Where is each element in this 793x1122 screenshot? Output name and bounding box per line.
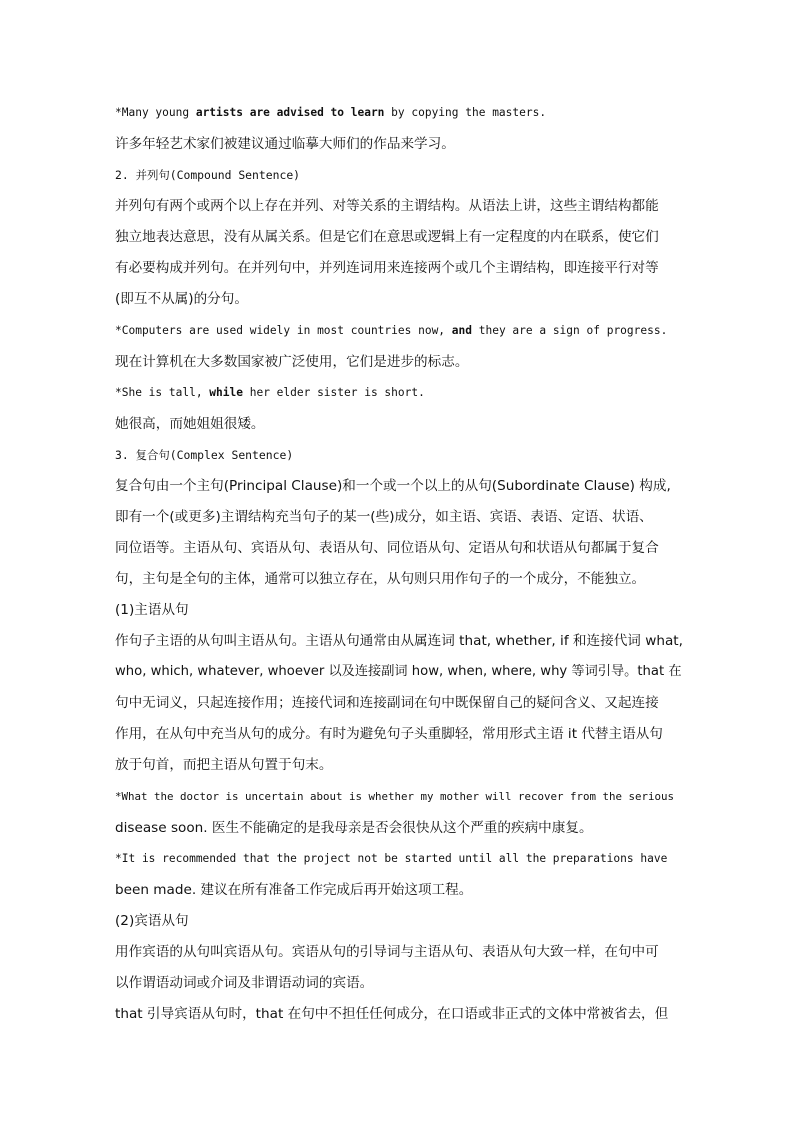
paragraph-line: 即有一个(或更多)主谓结构充当句子的某一(些)成分，如主语、宾语、表语、定语、状语、 <box>115 509 653 525</box>
example-sentence: *She is tall, while her elder sister is short. <box>115 386 425 399</box>
example-sentence: *It is recommended that the project not be started until all the preparations have <box>115 852 668 865</box>
paragraph-line: (即互不从属)的分句。 <box>115 291 248 307</box>
paragraph-line: 句中无词义，只起连接作用；连接代词和连接副词在句中既保留自己的疑问含义、又起连接 <box>115 695 659 711</box>
paragraph-line: 作句子主语的从句叫主语从句。主语从句通常由从属连词 that, whether, if 和连接代词 what, <box>115 633 683 649</box>
example-sentence: been made. 建议在所有准备工作完成后再开始这项工程。 <box>115 882 473 898</box>
paragraph-line: 以作谓语动词或介词及非谓语动词的宾语。 <box>115 975 374 991</box>
example-sentence: *Computers are used widely in most countries now, and they are a sign of progress. <box>115 324 668 337</box>
paragraph-line: 放于句首，而把主语从句置于句末。 <box>115 757 333 773</box>
subsection-heading: (2)宾语从句 <box>115 913 189 929</box>
subsection-heading: (1)主语从句 <box>115 602 189 618</box>
translation-line: 许多年轻艺术家们被建议通过临摹大师们的作品来学习。 <box>115 136 455 152</box>
example-sentence: *What the doctor is uncertain about is whether my mother will recover from the serious <box>115 790 675 803</box>
paragraph-line: 用作宾语的从句叫宾语从句。宾语从句的引导词与主语从句、表语从句大致一样，在句中可 <box>115 944 659 960</box>
paragraph-line: 有必要构成并列句。在并列句中，并列连词用来连接两个或几个主谓结构，即连接平行对等 <box>115 260 659 276</box>
paragraph-line: 并列句有两个或两个以上存在并列、对等关系的主谓结构。从语法上讲，这些主谓结构都能 <box>115 198 659 214</box>
paragraph-line: who, which, whatever, whoever 以及连接副词 how, when, where, why 等词引导。that 在 <box>115 664 682 679</box>
section-heading: 3. 复合句(Complex Sentence) <box>115 448 294 462</box>
paragraph-line: 独立地表达意思，没有从属关系。但是它们在意思或逻辑上有一定程度的内在联系，使它们 <box>115 229 659 245</box>
paragraph-line: 同位语等。主语从句、宾语从句、表语从句、同位语从句、定语从句和状语从句都属于复合 <box>115 540 659 556</box>
paragraph-line: that 引导宾语从句时，that 在句中不担任任何成分，在口语或非正式的文体中常被省去，但 <box>115 1006 669 1022</box>
paragraph-line: 作用，在从句中充当从句的成分。有时为避免句子头重脚轻，常用形式主语 it 代替主语从句 <box>115 726 663 742</box>
paragraph-line: 句，主句是全句的主体，通常可以独立存在，从句则只用作句子的一个成分，不能独立。 <box>115 571 646 587</box>
example-sentence: *Many young artists are advised to learn by copying the masters. <box>115 106 547 119</box>
translation-line: 现在计算机在大多数国家被广泛使用，它们是进步的标志。 <box>115 354 469 370</box>
paragraph-line: 复合句由一个主句(Principal Clause)和一个或一个以上的从句(Subordinate Clause) 构成, <box>115 478 671 494</box>
section-heading: 2. 并列句(Compound Sentence) <box>115 168 301 182</box>
translation-line: 她很高，而她姐姐很矮。 <box>115 416 265 432</box>
example-sentence: disease soon. 医生不能确定的是我母亲是否会很快从这个严重的疾病中康复。 <box>115 820 593 836</box>
